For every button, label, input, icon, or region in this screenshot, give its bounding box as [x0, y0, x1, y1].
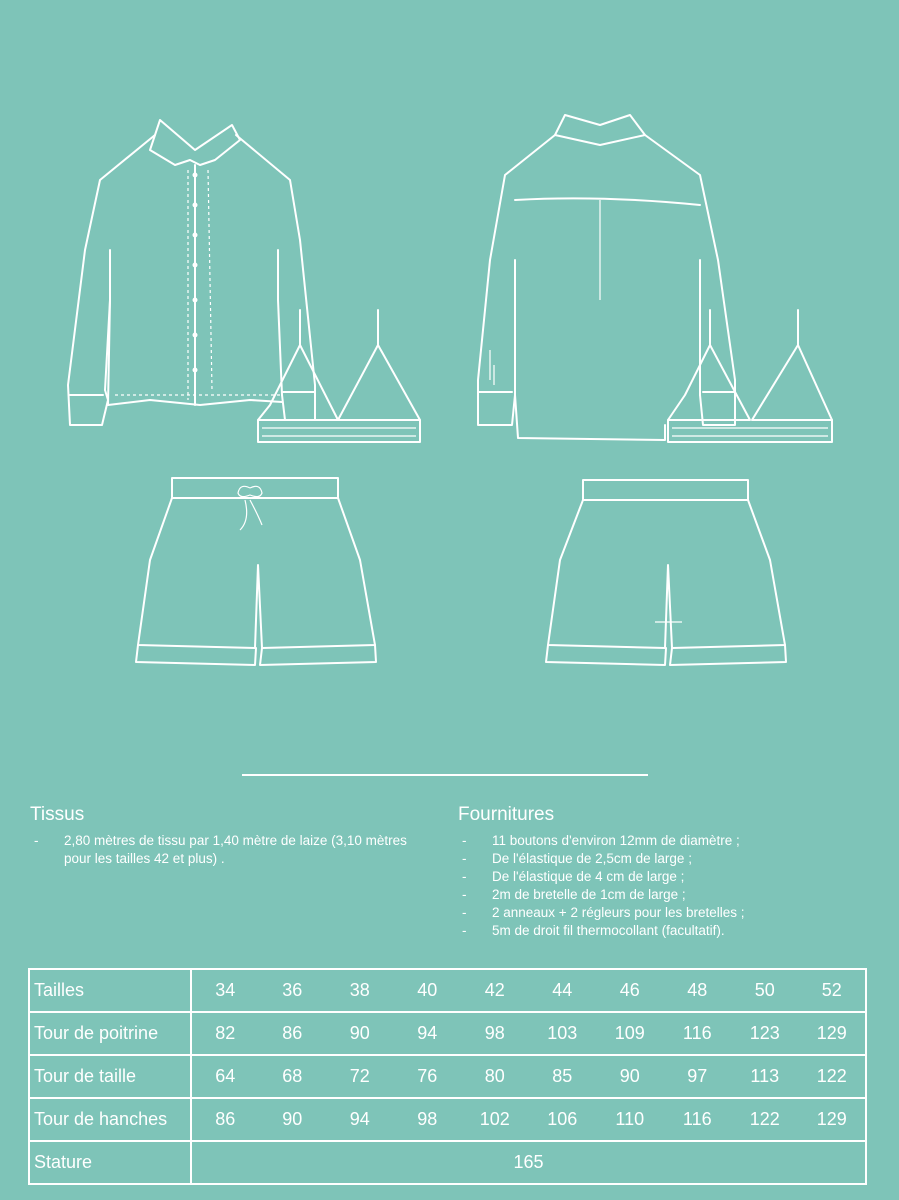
- fournitures-title: Fournitures: [458, 804, 555, 825]
- table-cell: 90: [326, 1012, 394, 1055]
- table-cell: 85: [529, 1055, 597, 1098]
- bra-front-drawing: [258, 310, 420, 442]
- tissus-item: - 2,80 mètres de tissu par 1,40 mètre de laize (3,10 mètres pour les tailles 42 et plus) .: [30, 832, 430, 868]
- table-row-stature: [29, 1141, 866, 1184]
- tissus-title: Tissus: [30, 804, 85, 825]
- row-label: Tour de poitrine: [29, 1012, 191, 1055]
- size-table: [28, 968, 867, 1185]
- fournitures-item: - De l'élastique de 4 cm de large ;: [458, 868, 878, 886]
- table-cell: 72: [326, 1055, 394, 1098]
- row-label: Stature: [29, 1141, 191, 1184]
- table-cell: 38: [326, 969, 394, 1012]
- table-cell: 82: [191, 1012, 259, 1055]
- table-row-tour-de-poitrine: [29, 1012, 866, 1055]
- table-cell: 122: [799, 1055, 867, 1098]
- table-cell: 116: [664, 1098, 732, 1141]
- table-cell: 64: [191, 1055, 259, 1098]
- table-cell: 44: [529, 969, 597, 1012]
- divider-rule: [242, 774, 648, 776]
- fournitures-list: [458, 832, 878, 940]
- table-cell: 106: [529, 1098, 597, 1141]
- table-cell: 76: [394, 1055, 462, 1098]
- table-cell: 50: [731, 969, 799, 1012]
- table-cell: 109: [596, 1012, 664, 1055]
- row-label: Tour de taille: [29, 1055, 191, 1098]
- table-cell: 68: [259, 1055, 327, 1098]
- table-cell: 42: [461, 969, 529, 1012]
- shorts-back-drawing: [546, 480, 786, 665]
- table-row-tailles: [29, 969, 866, 1012]
- fournitures-item: - 11 boutons d'environ 12mm de diamètre ;: [458, 832, 878, 850]
- stature-value: 165: [191, 1141, 866, 1184]
- table-cell: 102: [461, 1098, 529, 1141]
- table-cell: 98: [461, 1012, 529, 1055]
- table-cell: 80: [461, 1055, 529, 1098]
- table-row-tour-de-hanches: [29, 1098, 866, 1141]
- table-cell: 110: [596, 1098, 664, 1141]
- table-row-tour-de-taille: [29, 1055, 866, 1098]
- shorts-front-drawing: [136, 478, 376, 665]
- table-cell: 97: [664, 1055, 732, 1098]
- table-cell: 103: [529, 1012, 597, 1055]
- table-cell: 113: [731, 1055, 799, 1098]
- table-cell: 94: [394, 1012, 462, 1055]
- fournitures-item: - 5m de droit fil thermocollant (facultatif).: [458, 922, 878, 940]
- row-label: Tailles: [29, 969, 191, 1012]
- table-cell: 98: [394, 1098, 462, 1141]
- table-cell: 94: [326, 1098, 394, 1141]
- table-cell: 46: [596, 969, 664, 1012]
- fournitures-item: - 2m de bretelle de 1cm de large ;: [458, 886, 878, 904]
- table-cell: 40: [394, 969, 462, 1012]
- tissus-list: [30, 832, 430, 868]
- table-cell: 129: [799, 1098, 867, 1141]
- table-cell: 86: [259, 1012, 327, 1055]
- shirt-back-drawing: [478, 115, 735, 440]
- fournitures-item: - 2 anneaux + 2 régleurs pour les bretelles ;: [458, 904, 878, 922]
- table-cell: 52: [799, 969, 867, 1012]
- fournitures-item: - De l'élastique de 2,5cm de large ;: [458, 850, 878, 868]
- table-cell: 90: [596, 1055, 664, 1098]
- tissus-section: [30, 804, 430, 868]
- table-cell: 36: [259, 969, 327, 1012]
- table-cell: 123: [731, 1012, 799, 1055]
- table-cell: 86: [191, 1098, 259, 1141]
- table-cell: 129: [799, 1012, 867, 1055]
- bra-back-drawing: [668, 310, 832, 442]
- table-cell: 48: [664, 969, 732, 1012]
- table-cell: 34: [191, 969, 259, 1012]
- row-label: Tour de hanches: [29, 1098, 191, 1141]
- fournitures-section: [458, 804, 878, 940]
- table-cell: 122: [731, 1098, 799, 1141]
- table-cell: 116: [664, 1012, 732, 1055]
- table-cell: 90: [259, 1098, 327, 1141]
- shirt-front-drawing: [68, 120, 315, 425]
